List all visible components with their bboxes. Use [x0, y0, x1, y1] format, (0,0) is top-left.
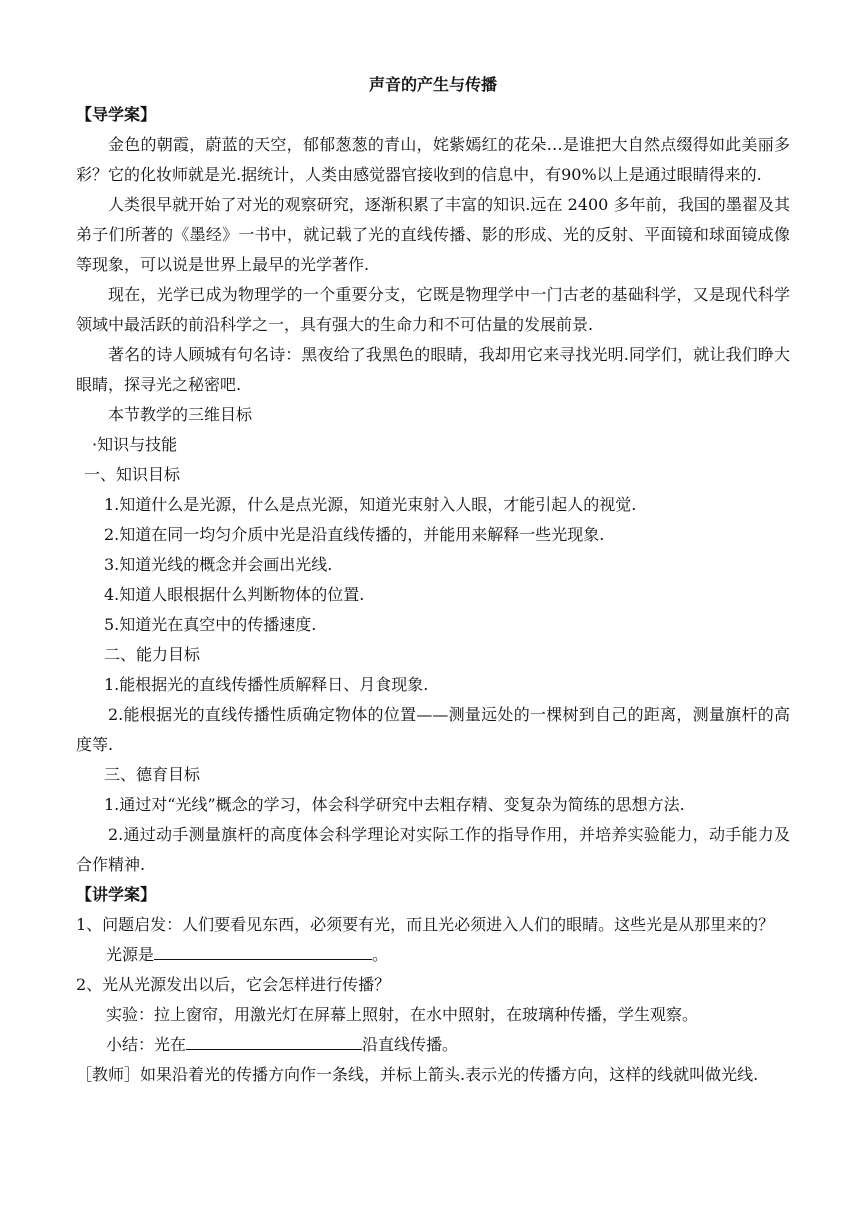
light-source-fill-line: [76, 940, 790, 970]
knowledge-goals-title: 一、知识目标: [84, 465, 181, 484]
summary-prefix: 小结：光在: [106, 1035, 187, 1054]
experiment-text: 实验：拉上窗帘，用激光灯在屏幕上照射，在水中照射，在玻璃种传播，学生观察。: [106, 1005, 699, 1024]
knowledge-goal-item: 2.知道在同一均匀介质中光是沿直线传播的，并能用来解释一些光现象.: [104, 525, 605, 544]
question-2: 2、光从光源发出以后，它会怎样进行传播？: [76, 975, 391, 994]
intro-paragraph-2: 人类很早就开始了对光的观察研究，逐渐积累了丰富的知识.远在 2400 多年前，我国的墨翟及其弟子们所著的《墨经》一书中，就记载了光的直线传播、影的形成、光的反射、平面镜和球面镜成像等现象，可以说是世界上最早的光学著作.: [76, 195, 790, 274]
knowledge-goal-item: 1.知道什么是光源，什么是点光源，知道光束射入人眼，才能引起人的视觉.: [104, 495, 637, 514]
knowledge-goal-item: 5.知道光在真空中的传播速度.: [104, 615, 317, 634]
fill-prefix: 光源是: [106, 945, 155, 964]
knowledge-goal-item: 3.知道光线的概念并会画出光线.: [104, 555, 333, 574]
guide-heading: 【导学案】: [76, 105, 157, 124]
ability-goal-item: 1.能根据光的直线传播性质解释日、月食现象.: [104, 675, 429, 694]
summary-suffix: 沿直线传播。: [362, 1035, 459, 1054]
objectives-title: 本节教学的三维目标: [108, 405, 253, 424]
knowledge-goal-item: 4.知道人眼根据什么判断物体的位置.: [104, 585, 365, 604]
page-title: 声音的产生与传播: [368, 75, 497, 94]
moral-goal-item: 1.通过对“光线”概念的学习，体会科学研究中去粗存精、变复杂为简练的思想方法.: [104, 795, 685, 814]
intro-paragraph-4: 著名的诗人顾城有句名诗：黑夜给了我黑色的眼睛，我却用它来寻找光明.同学们，就让我们睁大眼睛，探寻光之秘密吧.: [76, 345, 790, 394]
ability-goal-item: 2.能根据光的直线传播性质确定物体的位置——测量远处的一棵树到自己的距离，测量旗杆的高度等.: [76, 705, 790, 754]
question-1: 1、问题启发：人们要看见东西，必须要有光，而且光必须进入人们的眼睛。这些光是从那里来的？: [76, 915, 775, 934]
knowledge-skill-label: ·知识与技能: [92, 435, 178, 454]
moral-goal-item: 2.通过动手测量旗杆的高度体会科学理论对实际工作的指导作用，并培养实验能力，动手能力及合作精神.: [76, 825, 790, 874]
intro-paragraph-3: 现在，光学已成为物理学的一个重要分支，它既是物理学中一门古老的基础科学，又是现代科学领域中最活跃的前沿科学之一，具有强大的生命力和不可估量的发展前景.: [76, 285, 790, 334]
document-page: [76, 70, 790, 1090]
lecture-heading: 【讲学案】: [76, 885, 157, 904]
ability-goals-title: 二、能力目标: [104, 645, 201, 664]
answer-blank: [154, 941, 372, 960]
fill-suffix: 。: [372, 945, 389, 964]
answer-blank: [186, 1031, 362, 1050]
moral-goals-title: 三、德育目标: [104, 765, 201, 784]
summary-fill-line: [76, 1030, 790, 1060]
intro-paragraph-1: 金色的朝霞，蔚蓝的天空，郁郁葱葱的青山，姹紫嫣红的花朵…是谁把大自然点缀得如此美丽多彩？它的化妆师就是光.据统计，人类由感觉器官接收到的信息中，有90%以上是通过眼睛得来的.: [76, 135, 790, 184]
teacher-note: ［教师］如果沿着光的传播方向作一条线，并标上箭头.表示光的传播方向，这样的线就叫做光线.: [76, 1065, 759, 1084]
